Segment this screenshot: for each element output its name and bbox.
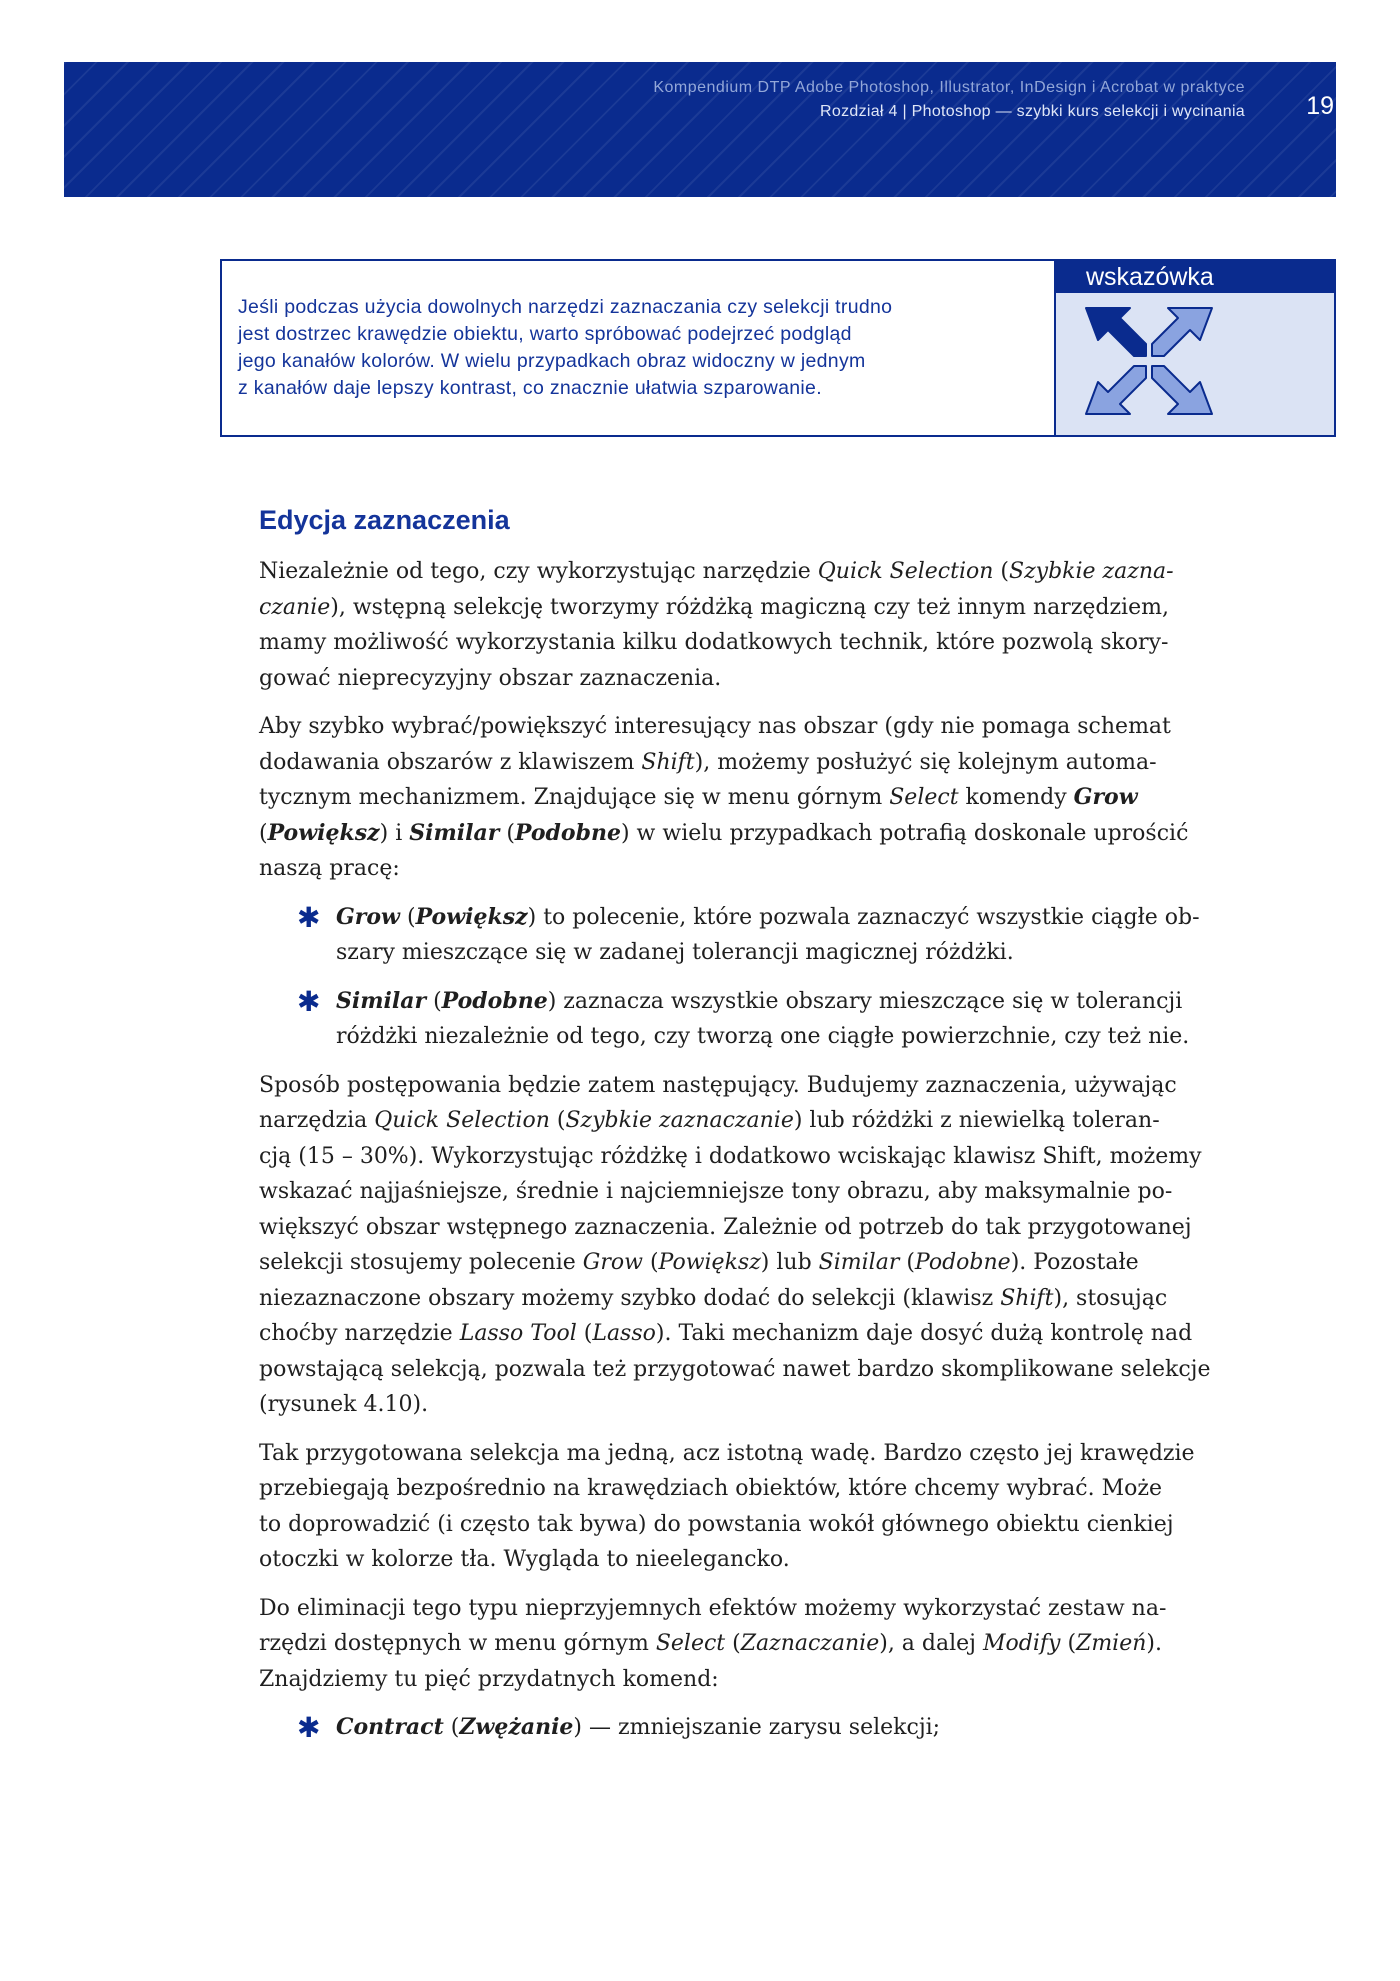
paragraph: Niezależnie od tego, czy wykorzystując narzędzie Quick Selection (Szybkie zazna- czanie), wstępną selekcję tworzymy różdżką magiczną czy też innym narzędziem, mamy możliwość wykorzystania kilku dodatkowych technik, które pozwolą skory- gować nieprecyzyjny obszar zaznaczenia. [259, 559, 1174, 691]
tip-text [238, 294, 1058, 402]
list-item: ✱ Grow (Powiększ) to polecenie, które pozwala zaznaczyć wszystkie ciągłe ob- szary mieszczące się w zadanej tolerancji magicznej różdżki. [297, 900, 1200, 965]
tip-sidebar [1054, 261, 1334, 435]
paragraph: Tak przygotowana selekcja ma jedną, acz istotną wadę. Bardzo często jej krawędzie przebiegają bezpośrednio na krawędziach obiektów, które chcemy wybrać. Może to doprowadzić (i często tak bywa) do powstania wokół głównego obiektu cienkiej otoczki w kolorze tła. Wygląda to nieelegancko. [259, 1440, 1195, 1572]
asterisk-icon: ✱ [297, 1711, 321, 1744]
page-number: 191 [1306, 92, 1348, 120]
tip-line: jego kanałów kolorów. W wielu przypadkach obraz widoczny w jednym [238, 350, 866, 372]
list-item: ✱ Similar (Podobne) zaznacza wszystkie obszary mieszczące się w tolerancji różdżki niezależnie od tego, czy tworzą one ciągłe powierzchnie, czy też nie. [297, 984, 1190, 1049]
tip-line: jest dostrzec krawędzie obiektu, warto spróbować podejrzeć podgląd [238, 323, 852, 345]
tip-line: Jeśli podczas użycia dowolnych narzędzi zaznaczania czy selekcji trudno [238, 296, 893, 318]
arrows-converging-icon [1082, 304, 1216, 418]
asterisk-icon: ✱ [297, 984, 321, 1018]
paragraph: Sposób postępowania będzie zatem następujący. Budujemy zaznaczenia, używając narzędzia Quick Selection (Szybkie zaznaczanie) lub różdżki z niewielką toleran- cją (15 – 30%). Wykorzystując różdżkę i dodatkowo wciskając klawisz Shift, możemy wskazać najjaśniejsze, średnie i najciemniejsze tony obrazu, aby maksymalnie po- większyć obszar wstępnego zaznaczenia. Zależnie od potrzeb do tak przygotowanej selekcji stosujemy polecenie Grow (Powiększ) lub Similar (Podobne). Pozostałe niezaznaczone obszary możemy szybko dodać do selekcji (klawisz Shift), stosując choćby narzędzie Lasso Tool (Lasso). Taki mechanizm daje dosyć dużą kontrolę nad powstającą selekcją, pozwala też przygotować nawet bardzo skomplikowane selekcje (rysunek 4.10). [259, 1072, 1211, 1417]
section-heading: Edycja zaznaczenia [259, 505, 510, 535]
book-title: Kompendium DTP Adobe Photoshop, Illustrator, InDesign i Acrobat w praktyce [653, 79, 1245, 96]
tip-box [220, 259, 1336, 437]
asterisk-icon: ✱ [297, 900, 321, 934]
main-content [259, 500, 1219, 1759]
list-item: ✱ Contract (Zwężanie) — zmniejszanie zarysu selekcji; [297, 1711, 941, 1744]
paragraph: Aby szybko wybrać/powiększyć interesujący nas obszar (gdy nie pomaga schemat dodawania obszarów z klawiszem Shift), możemy posłużyć się kolejnym automa- tycznym mechanizmem. Znajdujące się w menu górnym Select komendy Grow (Powiększ) i Similar (Podobne) w wielu przypadkach potrafią doskonale uprościć naszą pracę: [259, 714, 1189, 881]
paragraph: Do eliminacji tego typu nieprzyjemnych efektów możemy wykorzystać zestaw na- rzędzi dostępnych w menu górnym Select (Zaznaczanie), a dalej Modify (Zmień). Znajdziemy tu pięć przydatnych komend: [259, 1595, 1167, 1692]
chapter-title: Rozdział 4 | Photoshop — szybki kurs selekcji i wycinania [820, 103, 1245, 120]
tip-line: z kanałów daje lepszy kontrast, co znacznie ułatwia szparowanie. [238, 377, 822, 399]
tip-label: wskazówka [1056, 261, 1334, 293]
